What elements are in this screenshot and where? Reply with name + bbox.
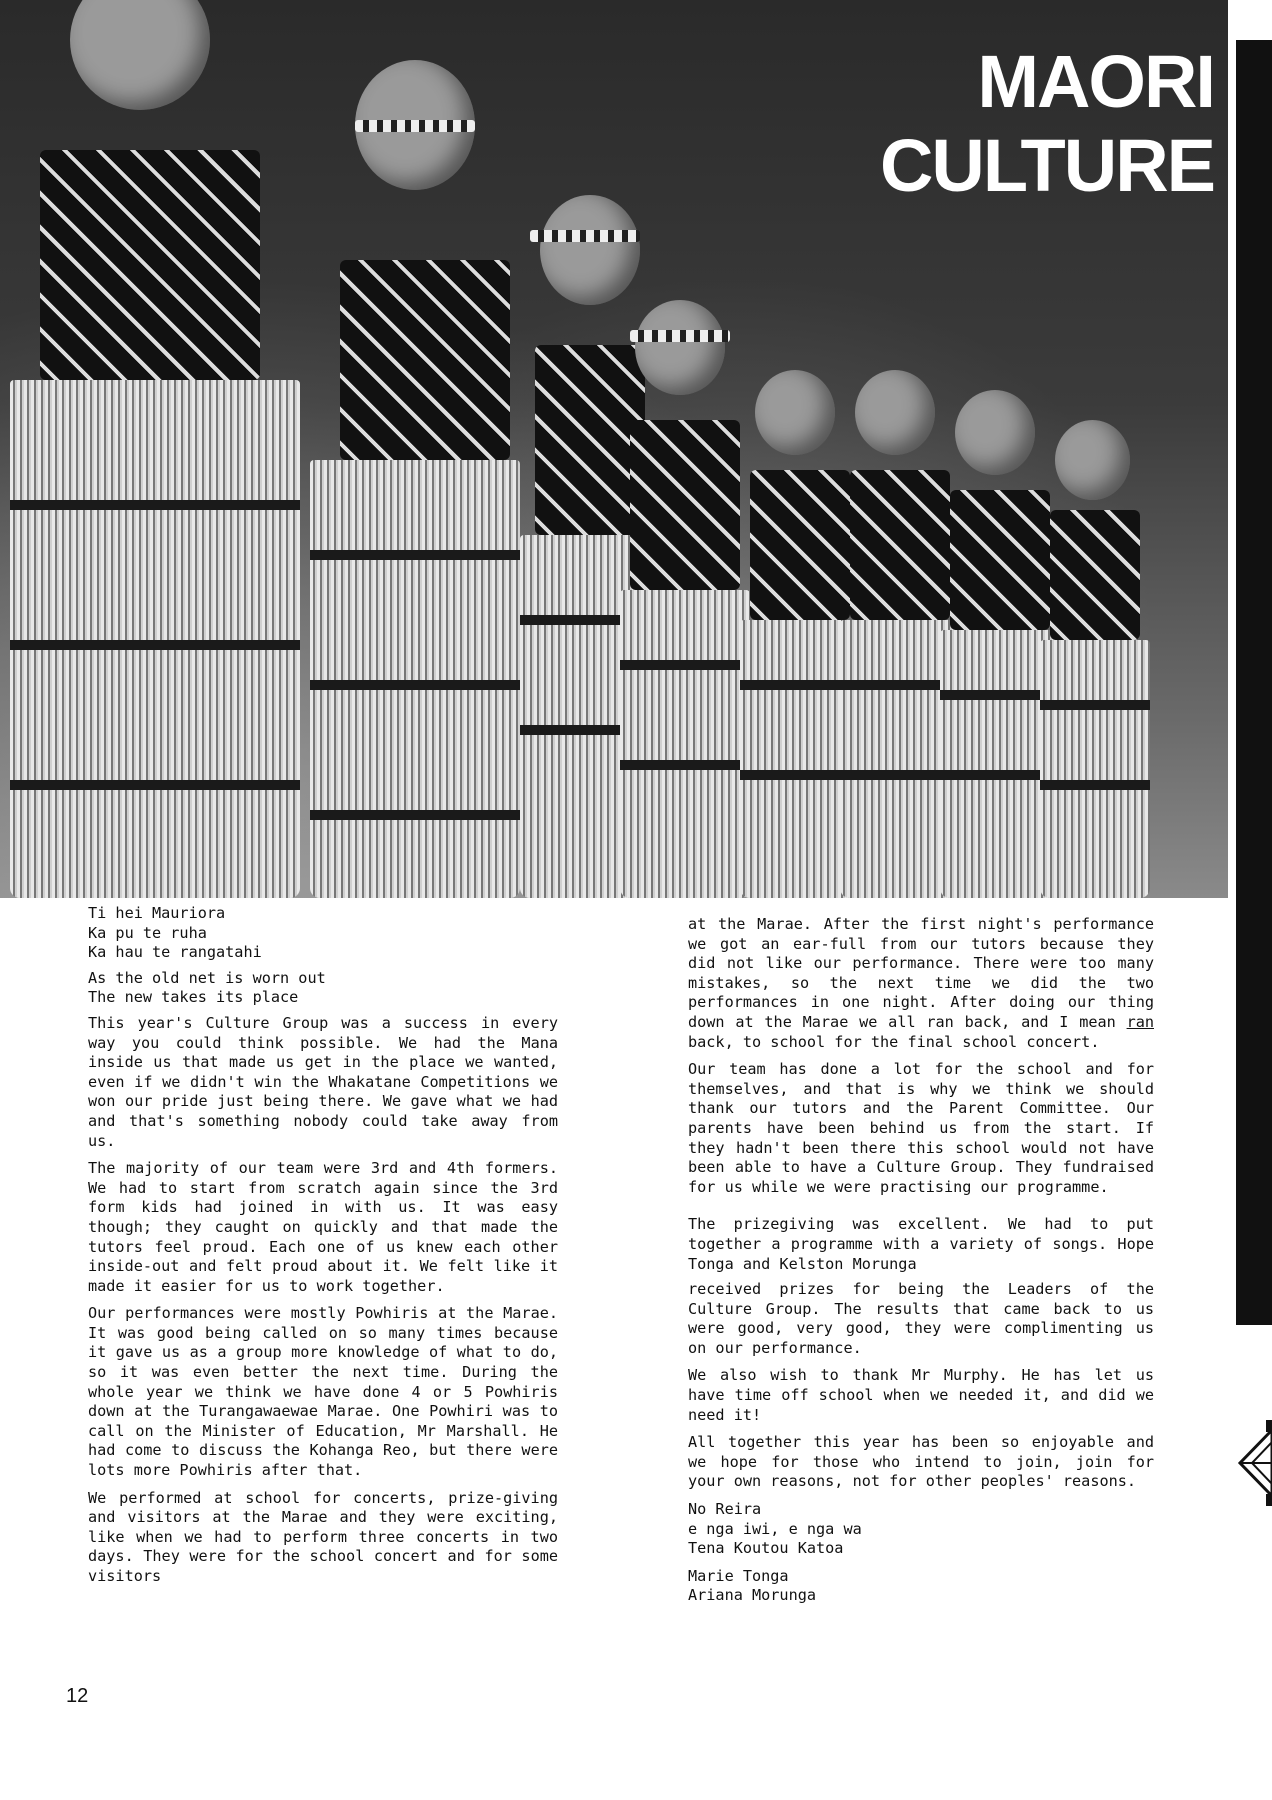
dancer-figure <box>300 60 530 898</box>
paragraph: The prizegiving was excellent. We had to put together a programme with a variety of songs. Hope Tonga and Kelston Morunga <box>688 1215 1154 1273</box>
dancer-figure <box>1040 420 1150 898</box>
closing-line: Tena Koutou Katoa <box>688 1539 844 1558</box>
paragraph: We performed at school for concerts, prize-giving and visitors at the Marae and they were exciting, like when we had to perform three concerts in two days. They were for the school concert and for some visitors <box>88 1488 558 1585</box>
closing-line: e nga iwi, e nga wa <box>688 1519 862 1538</box>
emphasis-ran: ran <box>1126 1012 1154 1031</box>
paragraph: Our performances were mostly Powhiris at the Marae. It was good being called on so many times because it gave us as a group more knowledge of what to do, so it was even better the next time. During the whole year we think we have done 4 or 5 Powhiris down at the Turangawaewae Marae. One Powhiri was to call on the Minister of Education, Mr Marshall. He had come to discuss the Kohanga Reo, but there were lots more Powhiris after that. <box>88 1304 558 1480</box>
page-title <box>880 40 1214 208</box>
authors <box>688 1567 1154 1606</box>
paragraph: received prizes for being the Leaders of the Culture Group. The results that came back to us were good, very good, they were complimenting us on our performance. <box>688 1280 1154 1357</box>
author-name: Marie Tonga <box>688 1566 789 1585</box>
translation-line: As the old net is worn out <box>88 968 326 987</box>
chant-translation <box>88 969 558 1008</box>
edge-ornament-icon <box>1230 1420 1272 1506</box>
paragraph: All together this year has been so enjoyable and we hope for those who intend to join, join for your own reasons, not for other peoples' reasons. <box>688 1433 1154 1491</box>
dancer-figure <box>620 300 750 898</box>
paragraph: This year's Culture Group was a success in every way you could think possible. We had the Mana inside us that made us get in the place we wanted, even if we didn't win the Whakatane Competitions we won our pride just being there. We gave what we had and that's something nobody could take away from us. <box>88 1013 558 1150</box>
paragraph: Our team has done a lot for the school and for themselves, and that is why we think we should thank our tutors and the Parent Committee. Our parents have been behind us from the start. If they hadn't been there this school would not have been able to have a Culture Group. They fundraised for us while we were practising our programme. <box>688 1060 1154 1196</box>
article-right-column <box>688 915 1154 1614</box>
closing-line: No Reira <box>688 1500 762 1519</box>
translation-line: The new takes its place <box>88 988 299 1007</box>
performers-photo <box>0 0 1228 898</box>
chant-line: Ti hei Mauriora <box>88 904 226 922</box>
article-left-column <box>88 904 558 1595</box>
edge-bar <box>1236 40 1272 1325</box>
title-line-2: CULTURE <box>879 124 1214 207</box>
chant-verse <box>88 904 558 963</box>
dancer-figure <box>0 0 300 898</box>
chant-line: Ka hau te rangatahi <box>88 943 262 962</box>
page-number: 12 <box>66 1685 89 1707</box>
author-name: Ariana Morunga <box>688 1586 817 1605</box>
paragraph: The majority of our team were 3rd and 4th formers. We had to start from scratch again since the 3rd form kids had joined in with us. It was easy though; they caught on quickly and that made the tutors feel proud. Each one of us knew each other inside-out and felt proud about it. We felt like it made it easier for us to work together. <box>88 1159 558 1295</box>
closing-lines <box>688 1500 1154 1559</box>
title-line-1: MAORI <box>977 40 1214 123</box>
paragraph: We also wish to thank Mr Murphy. He has let us have time off school when we needed it, and did we need it! <box>688 1366 1154 1424</box>
paragraph: at the Marae. After the first night's performance we got an ear-full from our tutors because they did not like our performance. There were too many mistakes, so the next time we did the two performances in one night. After doing our thing down at the Marae we all ran back, and I mean ran back, to school for the final school concert. <box>688 915 1154 1051</box>
chant-line: Ka pu te ruha <box>88 923 207 942</box>
